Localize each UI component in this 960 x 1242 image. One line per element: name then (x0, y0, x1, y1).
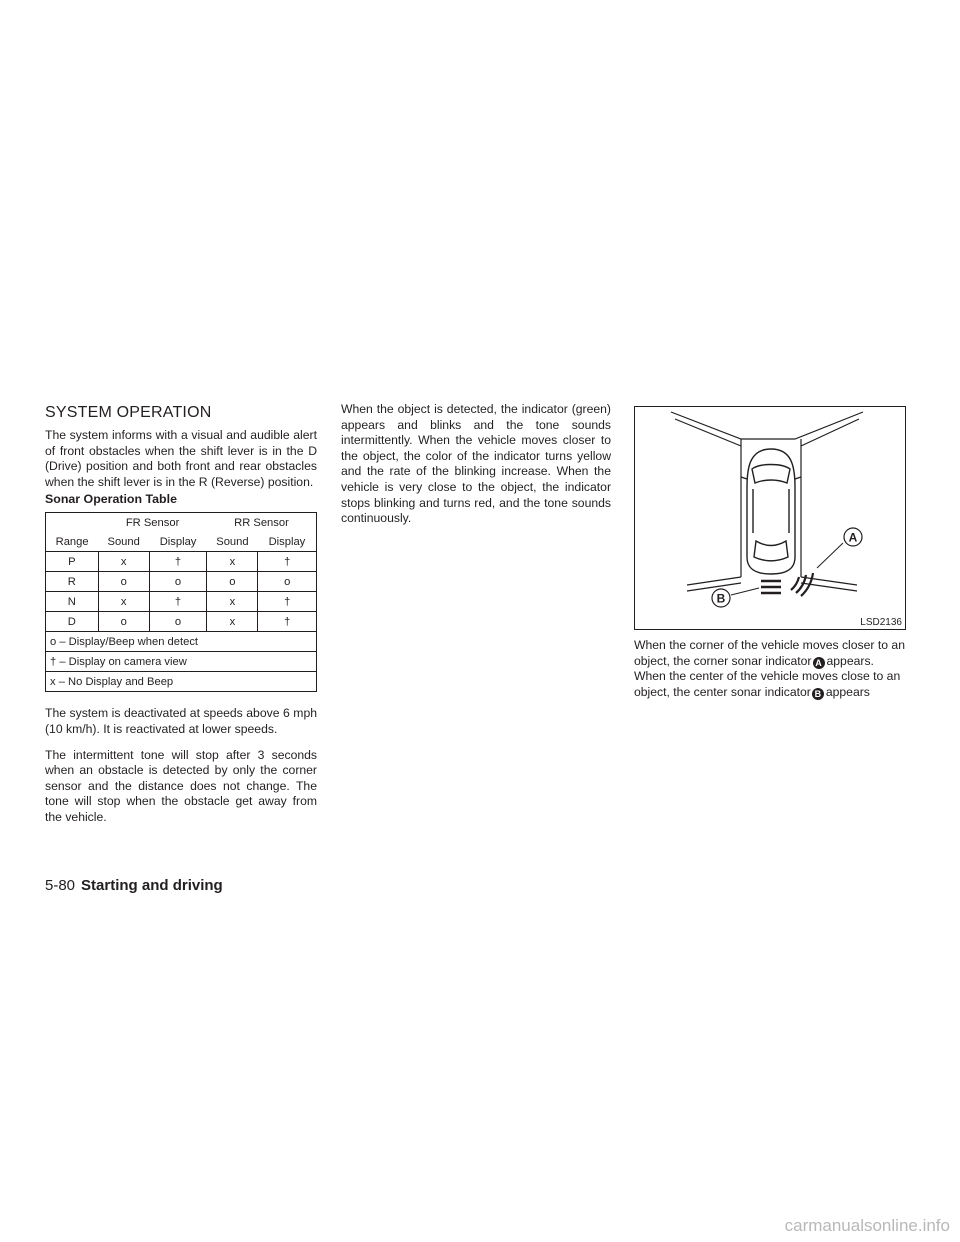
table-group-row (46, 513, 317, 533)
guide-line-top-left-inner (675, 419, 741, 446)
cell-value: o (258, 572, 317, 592)
center-sonar-indicator (761, 581, 781, 593)
table-row (46, 552, 317, 572)
header-rr-sound: Sound (207, 532, 258, 552)
indicator-text-3: appears (825, 684, 870, 699)
cell-value: † (149, 592, 207, 612)
table-legend-row (46, 652, 317, 672)
cell-value: † (258, 552, 317, 572)
intro-paragraph: The system informs with a visual and audible alert of front obstacles when the shift lever is in the D (Drive) position and both front and rear obstacles when the shift lever is in the R (Reverse) position. (45, 428, 317, 489)
marker-b: B (812, 688, 824, 700)
cell-value: o (149, 612, 207, 632)
indicator-text-2: appears. When the center of the vehicle moves close to an object, the center sonar indicator (634, 653, 901, 699)
cell-value: x (207, 612, 258, 632)
cell-value: † (149, 552, 207, 572)
leader-line-b (731, 588, 759, 595)
legend-camera: † – Display on camera view (46, 652, 317, 672)
leader-line-a (817, 543, 843, 568)
cell-range: D (46, 612, 99, 632)
cell-value: x (98, 552, 149, 572)
page-number: 5-80 (45, 877, 76, 894)
sonar-illustration (634, 406, 906, 630)
callout-label-a: A (848, 530, 858, 545)
left-column (45, 404, 317, 836)
guide-line-top-right-inner (801, 419, 859, 446)
cell-range: N (46, 592, 99, 612)
middle-column (341, 404, 611, 537)
cell-value: † (258, 612, 317, 632)
cell-value: x (98, 592, 149, 612)
callout-label-b: B (716, 591, 726, 606)
indicator-paragraph (634, 638, 905, 700)
cell-range: R (46, 572, 99, 592)
table-row (46, 572, 317, 592)
chapter-title: Starting and driving (81, 877, 223, 894)
table-legend-row (46, 632, 317, 652)
watermark: carmanualsonline.info (784, 1216, 950, 1235)
deactivation-paragraph: The system is deactivated at speeds above 6 mph (10 km/h). It is reactivated at lower speeds. (45, 706, 317, 736)
table-row (46, 612, 317, 632)
detection-paragraph: When the object is detected, the indicator (green) appears and blinks and the tone sounds intermittently. When the vehicle moves closer to the object, the color of the indicator turns yellow and the rate of the blinking increase. When the vehicle is very close to the object, the indicator stops blinking and turns red, and the tone sounds continuously. (341, 402, 611, 526)
right-column (634, 406, 905, 710)
cell-value: o (98, 612, 149, 632)
group-header-fr: FR Sensor (98, 513, 207, 533)
figure-code: LSD2136 (860, 617, 902, 628)
header-fr-display: Display (149, 532, 207, 552)
header-rr-display: Display (258, 532, 317, 552)
cell-value: x (207, 552, 258, 572)
table-title: Sonar Operation Table (45, 492, 177, 507)
cell-value: x (207, 592, 258, 612)
intermittent-tone-paragraph: The intermittent tone will stop after 3 seconds when an obstacle is detected by only the corner sensor and the distance does not change. The tone will stop when the obstacle get away from the vehicle. (45, 747, 317, 824)
marker-a: A (813, 657, 825, 669)
indicator-text-1: When the corner of the vehicle moves closer to an object, the corner sonar indicator (634, 638, 905, 668)
group-header-rr: RR Sensor (207, 513, 317, 533)
legend-none: x – No Display and Beep (46, 672, 317, 692)
page-footer (45, 877, 223, 894)
header-range: Range (46, 532, 99, 552)
guide-line-top (671, 412, 863, 439)
table-corner-cell (46, 513, 99, 533)
legend-detect: o – Display/Beep when detect (46, 632, 317, 652)
car-outline (741, 449, 801, 574)
table-row (46, 592, 317, 612)
cell-range: P (46, 552, 99, 572)
cell-value: o (98, 572, 149, 592)
table-header-row (46, 532, 317, 552)
section-heading: SYSTEM OPERATION (45, 404, 212, 421)
header-fr-sound: Sound (98, 532, 149, 552)
table-legend-row (46, 672, 317, 692)
corner-sonar-indicator (791, 573, 813, 596)
vehicle-sonar-diagram (635, 407, 905, 629)
sonar-operation-table (45, 512, 317, 692)
cell-value: † (258, 592, 317, 612)
cell-value: o (149, 572, 207, 592)
cell-value: o (207, 572, 258, 592)
